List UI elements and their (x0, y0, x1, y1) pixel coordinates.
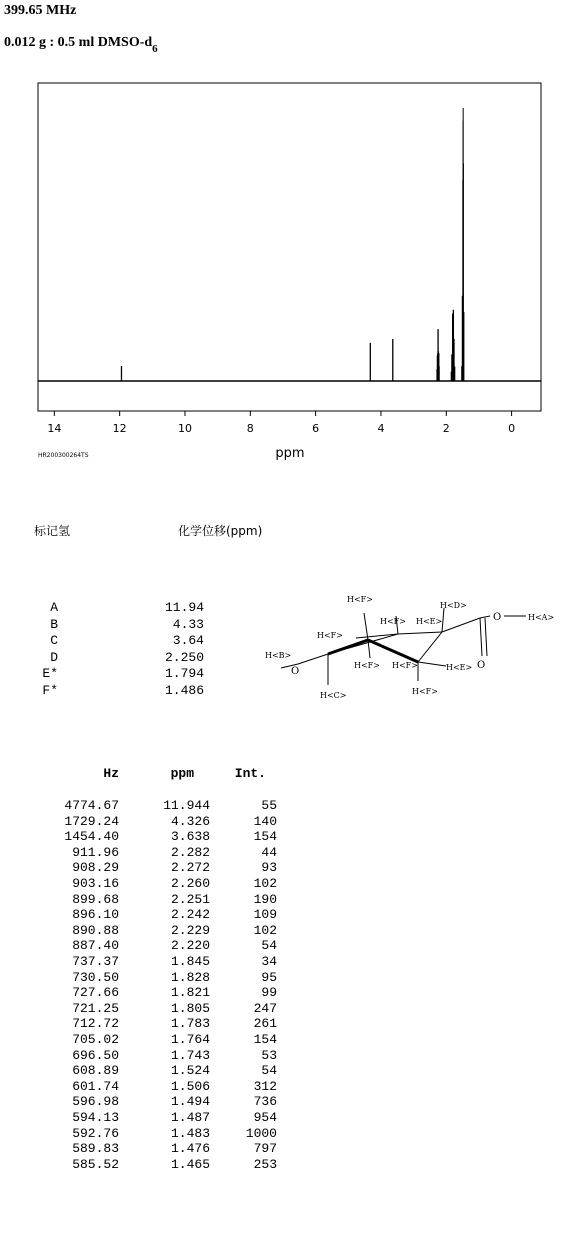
peak-ppm: 1.465 (170, 1156, 210, 1172)
peak-int: 102 (253, 876, 277, 891)
hd-label: H<D> (440, 601, 467, 610)
x-tick-label: 8 (246, 422, 254, 435)
peak-hz: 608.89 (72, 1063, 119, 1079)
peak-hz: 592.76 (72, 1125, 119, 1141)
assignment-label: B (50, 616, 58, 632)
peak-hz: 896.10 (72, 907, 119, 923)
x-tick-label: 10 (177, 422, 192, 435)
hf-left-label: H<F> (317, 631, 343, 640)
o-left-label: O (291, 666, 300, 677)
peak-hz: 589.83 (72, 1141, 119, 1157)
x-axis-label: ppm (275, 446, 305, 461)
int-header: Int. (234, 766, 266, 781)
assignment-shift: 4.33 (172, 616, 204, 632)
sample-text: 0.012 g : 0.5 ml DMSO-d (4, 35, 153, 50)
hf-lower-right-label: H<F> (392, 661, 418, 670)
assignment-label: A (50, 600, 58, 615)
peak-ppm: 2.260 (170, 876, 210, 891)
assignment-label: F* (42, 683, 58, 698)
o-acid-label: O (493, 612, 502, 623)
x-tick-label: 14 (47, 422, 62, 435)
sample-subscript: 6 (152, 43, 158, 55)
ppm-header: ppm (170, 766, 194, 781)
peak-ppm: 11.944 (163, 798, 210, 813)
peak-ppm: 1.483 (170, 1125, 210, 1141)
assignment-shift: 1.486 (164, 683, 204, 698)
he-top-label: H<E> (416, 617, 443, 626)
peak-int: 247 (253, 1000, 277, 1016)
peak-table-header (0, 766, 300, 782)
spectrometer-frequency: 399.65 MHz (4, 3, 77, 18)
peak-ppm: 1.743 (170, 1047, 210, 1063)
hf-top-label: H<F> (347, 595, 373, 604)
assignment-shift: 11.94 (164, 600, 204, 615)
peak-int: 261 (253, 1016, 277, 1032)
peak-hz: 903.16 (72, 876, 119, 891)
peak-ppm: 1.476 (170, 1141, 210, 1157)
peak-hz: 596.98 (72, 1094, 119, 1110)
peak-hz: 696.50 (72, 1047, 119, 1063)
peak-ppm: 2.282 (170, 844, 210, 860)
peak-hz: 1454.40 (64, 829, 119, 845)
peak-hz: 737.37 (72, 954, 119, 969)
assignment-shift: 2.250 (164, 649, 204, 665)
x-axis-ticks (47, 411, 515, 435)
peak-hz: 887.40 (72, 938, 119, 954)
peak-ppm: 4.326 (170, 813, 210, 829)
x-tick-label: 12 (112, 422, 127, 435)
peak-ppm: 1.828 (170, 969, 210, 985)
peak-hz: 705.02 (72, 1032, 119, 1047)
peak-ppm: 1.524 (170, 1063, 210, 1079)
peak-hz: 908.29 (72, 860, 119, 876)
peak-hz: 899.68 (72, 891, 119, 907)
peak-int: 44 (261, 844, 277, 860)
assignment-label: E* (42, 666, 58, 682)
peak-ppm: 1.783 (170, 1016, 210, 1032)
peak-hz: 585.52 (72, 1156, 119, 1172)
x-tick-label: 2 (442, 422, 450, 435)
peak-ppm: 1.487 (170, 1110, 210, 1125)
plot-frame (38, 83, 541, 411)
hb-label: H<B> (265, 651, 292, 660)
peak-ppm: 3.638 (170, 829, 210, 845)
peak-int: 99 (261, 985, 277, 1001)
ha-label: H<A> (528, 613, 555, 622)
peak-ppm: 1.506 (170, 1078, 210, 1094)
peak-int: 312 (253, 1078, 277, 1094)
hc-label: H<C> (320, 691, 347, 700)
hz-header: Hz (103, 766, 119, 781)
assignment-label: C (50, 633, 58, 649)
peak-int: 954 (253, 1110, 277, 1125)
peak-hz: 601.74 (72, 1078, 119, 1094)
peak-int: 55 (261, 798, 277, 813)
peak-ppm: 1.821 (170, 985, 210, 1001)
assignment-shift: 1.794 (164, 666, 204, 682)
peak-hz: 4774.67 (64, 798, 119, 813)
o-carbonyl-label: O (477, 660, 486, 671)
molecule-structure (258, 588, 563, 718)
peak-hz: 890.88 (72, 922, 119, 938)
peak-hz: 712.72 (72, 1016, 119, 1032)
hf-bottom-label: H<F> (412, 687, 438, 696)
assignment-shift: 3.64 (172, 633, 204, 649)
peak-hz: 721.25 (72, 1000, 119, 1016)
peak-hz: 1729.24 (64, 813, 119, 829)
nmr-spectrum-chart (0, 60, 570, 475)
peak-ppm: 2.220 (170, 938, 210, 954)
peak-int: 1000 (245, 1125, 277, 1141)
x-tick-label: 0 (508, 422, 516, 435)
peak-hz: 594.13 (72, 1110, 119, 1125)
peak-int: 797 (253, 1141, 277, 1157)
hf-2-label: H<F> (380, 617, 406, 626)
peak-int: 102 (253, 922, 277, 938)
peak-hz: 911.96 (72, 844, 119, 860)
peak-ppm: 1.805 (170, 1000, 210, 1016)
x-tick-label: 6 (312, 422, 320, 435)
peak-hz: 727.66 (72, 985, 119, 1001)
he-right-label: H<E> (446, 663, 473, 672)
assignment-label-header: 标记氢 (34, 524, 71, 538)
peak-int: 736 (253, 1094, 277, 1110)
peak-int: 140 (253, 813, 277, 829)
peak-ppm: 2.272 (170, 860, 210, 876)
spectrum-id: HR200300264TS (38, 452, 89, 459)
peak-ppm: 1.494 (170, 1094, 210, 1110)
peak-ppm: 2.251 (170, 891, 210, 907)
peak-ppm: 2.242 (170, 907, 210, 923)
peak-int: 93 (261, 860, 277, 876)
peak-int: 53 (261, 1047, 277, 1063)
peak-int: 253 (253, 1156, 277, 1172)
peak-int: 34 (261, 954, 277, 969)
peak-int: 190 (253, 891, 277, 907)
peak-ppm: 2.229 (170, 922, 210, 938)
peak-int: 54 (261, 938, 277, 954)
spectrum-trace (38, 108, 541, 381)
peak-ppm: 1.764 (170, 1032, 210, 1047)
peak-int: 109 (253, 907, 277, 923)
x-tick-label: 4 (377, 422, 385, 435)
peak-hz: 730.50 (72, 969, 119, 985)
peak-int: 54 (261, 1063, 277, 1079)
peak-ppm: 1.845 (170, 954, 210, 969)
peak-int: 154 (253, 1032, 277, 1047)
assignment-shift-header: 化学位移(ppm) (178, 524, 263, 538)
assignment-label: D (50, 649, 58, 665)
hf-lower-mid-label: H<F> (354, 661, 380, 670)
sample-description (4, 35, 158, 55)
peak-int: 154 (253, 829, 277, 845)
peak-int: 95 (261, 969, 277, 985)
